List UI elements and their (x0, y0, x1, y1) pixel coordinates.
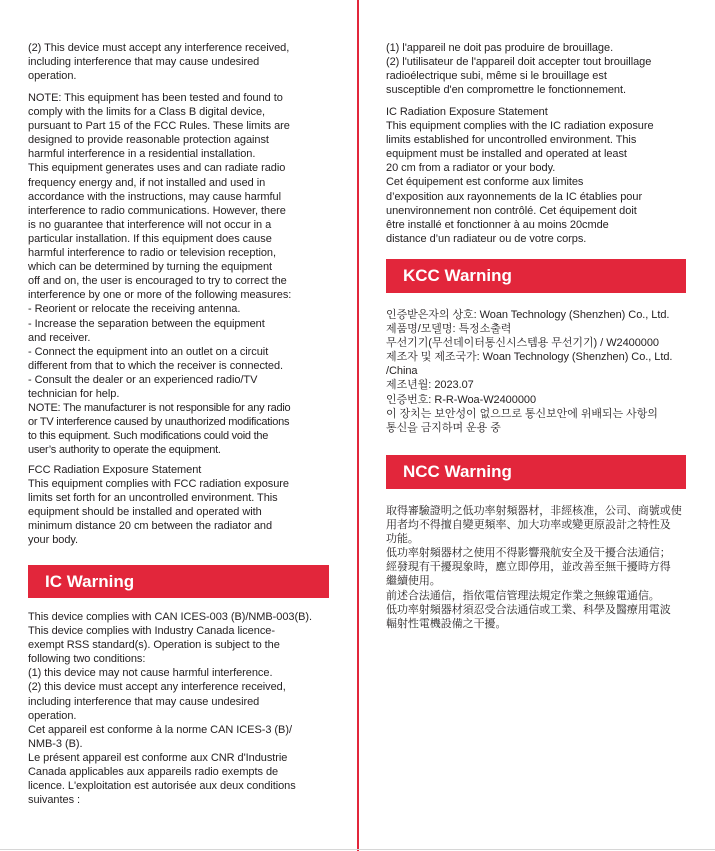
text-line: /China (386, 365, 418, 378)
text-line: following two conditions: (28, 653, 146, 666)
text-line: including interference that may cause undesired (28, 695, 260, 708)
text-line: including interference that may cause undesired (28, 56, 260, 69)
text-line: off and on, the user is encouraged to try to correct the (28, 275, 287, 288)
right-column (386, 0, 708, 851)
column-divider (357, 0, 359, 851)
text-line: designed to provide reasonable protection against (28, 134, 269, 147)
text-line: This device complies with CAN ICES-003 (B)/NMB-003(B). (28, 611, 312, 623)
text-line: être installé et fonctionner à au moins 20cmde (386, 218, 609, 231)
text-line: interference by one or more of the following measures: (28, 289, 292, 302)
text-line: (2) l'utilisateur de l'appareil doit accepter tout brouillage (386, 56, 652, 69)
fcc-radiation-statement (28, 463, 289, 548)
text-line: technician for help. (28, 387, 120, 400)
text-line: 低功率射頻器材須忍受合法通信或工業、科學及醫療用電波 (386, 603, 671, 616)
text-line: Canada applicables aux appareils radio exempts de (28, 766, 279, 779)
text-line: This equipment complies with the IC radiation exposure (386, 120, 654, 133)
text-line: 무선기기(무선데이터통신시스템용 무선기기) / W2400000 (386, 337, 659, 350)
text-line: 前述合法通信，指依電信管理法規定作業之無線電通信。 (386, 589, 660, 602)
left-column (28, 0, 354, 851)
text-line: operation. (28, 70, 77, 83)
text-line: equipment should be installed and operated with (28, 506, 262, 519)
text-line: (1) l'appareil ne doit pas produire de brouillage. (386, 42, 614, 54)
text-line: susceptible d'en compromettre le fonctionnement. (386, 84, 626, 97)
statement-title: FCC Radiation Exposure Statement (28, 464, 202, 476)
text-line: 통신을 금지하며 운용 중 (386, 421, 501, 434)
ncc-warning-banner (386, 455, 686, 489)
kcc-warning-heading: KCC Warning (403, 266, 512, 285)
text-line: 繼續使用。 (386, 575, 441, 588)
text-line: Le présent appareil est conforme aux CNR d'Industrie (28, 751, 288, 764)
text-line: NMB-3 (B). (28, 737, 83, 750)
text-line: operation. (28, 709, 77, 722)
text-line: 低功率射頻器材之使用不得影響飛航安全及干擾合法通信； (386, 547, 671, 560)
text-line: user’s authority to operate the equipment. (28, 444, 221, 457)
text-line: NOTE: This equipment has been tested and found to (28, 92, 283, 104)
text-line: This device complies with Industry Canada licence- (28, 625, 275, 638)
fcc-note-paragraph (28, 91, 291, 457)
text-line: your body. (28, 534, 79, 547)
text-line: (1) this device may not cause harmful interference. (28, 667, 273, 680)
text-line: This equipment generates uses and can radiate radio (28, 162, 286, 175)
kcc-warning-text (386, 308, 672, 435)
text-line: pursuant to Part 15 of the FCC Rules. These limits are (28, 120, 290, 133)
text-line: Cet appareil est conforme à la norme CAN ICES-3 (B)/ (28, 723, 292, 736)
ic-conditions-french (386, 41, 651, 97)
text-line: is no guarantee that interference will not occur in a (28, 218, 272, 231)
text-line: (2) this device must accept any interference received, (28, 681, 286, 694)
text-line: interference to radio communications. However, there (28, 204, 286, 217)
kcc-warning-banner (386, 259, 686, 293)
text-line: unenvironnement non contrôlé. Cet équipement doit (386, 204, 637, 217)
text-line: 輻射性電機設備之干擾。 (386, 617, 507, 630)
text-line: 제조년월: 2023.07 (386, 379, 474, 392)
text-line: 인증받은자의 상호: Woan Technology (Shenzhen) Co., Ltd. (386, 309, 670, 321)
text-line: or TV interference caused by unauthorized modifications (28, 416, 290, 429)
text-line: 20 cm from a radiator or your body. (386, 162, 556, 175)
text-line: 功能。 (386, 533, 419, 546)
text-line: 經發現有干擾現象時，應立即停用，並改善至無干擾時方得 (386, 561, 671, 574)
statement-title: IC Radiation Exposure Statement (386, 106, 548, 118)
text-line: minimum distance 20 cm between the radiator and (28, 520, 273, 533)
ncc-warning-heading: NCC Warning (403, 462, 512, 481)
text-line: - Consult the dealer or an experienced radio/TV (28, 373, 258, 386)
text-line: This equipment complies with FCC radiation exposure (28, 478, 289, 491)
text-line: (2) This device must accept any interference received, (28, 42, 290, 54)
text-line: 제조자 및 제조국가: Woan Technology (Shenzhen) Co., Ltd. (386, 351, 673, 364)
text-line: - Increase the separation between the equipment (28, 317, 265, 330)
text-line: accordance with the instructions, may cause harmful (28, 190, 282, 203)
ic-warning-banner (28, 565, 329, 598)
ic-warning-text (28, 610, 312, 807)
text-line: radioélectrique subi, même si le brouillage est (386, 70, 607, 83)
text-line: comply with the limits for a Class B digital device, (28, 106, 266, 119)
text-line: distance d’un radiateur ou de votre corps. (386, 232, 587, 245)
text-line: different from that to which the receiver is connected. (28, 359, 284, 372)
fcc-condition-2-paragraph (28, 41, 289, 83)
text-line: limits set forth for an uncontrolled environment. This (28, 492, 278, 505)
text-line: 取得審驗證明之低功率射頻器材，非經核准，公司、商號或使 (386, 505, 682, 517)
text-line: 用者均不得擅自變更頻率、加大功率或變更原設計之特性及 (386, 519, 671, 532)
text-line: 제품명/모델명: 특정소출력 (386, 323, 512, 336)
ic-radiation-statement (386, 105, 654, 246)
text-line: harmful interference to radio or television reception, (28, 247, 276, 260)
text-line: which can be determined by turning the equipment (28, 261, 273, 274)
text-line: d’exposition aux rayonnements de la IC établies pour (386, 190, 643, 203)
text-line: equipment must be installed and operated at least (386, 148, 627, 161)
ncc-warning-text (386, 504, 682, 631)
text-line: NOTE: The manufacturer is not responsible for any radio (28, 402, 291, 415)
text-line: licence. L'exploitation est autorisée aux deux conditions (28, 780, 296, 793)
text-line: limits established for uncontrolled environment. This (386, 134, 637, 147)
text-line: 이 장치는 보안성이 없으므로 통신보안에 위배되는 사항의 (386, 407, 658, 420)
text-line: Cet équipement est conforme aux limites (386, 176, 584, 189)
text-line: and receiver. (28, 331, 91, 344)
text-line: - Connect the equipment into an outlet on a circuit (28, 345, 269, 358)
ic-warning-heading: IC Warning (45, 572, 135, 591)
text-line: 인증번호: R-R-Woa-W2400000 (386, 393, 537, 406)
text-line: harmful interference in a residential installation. (28, 148, 256, 161)
text-line: to this equipment. Such modifications could void the (28, 430, 269, 443)
text-line: frequency energy and, if not installed and used in (28, 176, 266, 189)
text-line: - Reorient or relocate the receiving antenna. (28, 303, 241, 316)
text-line: particular installation. If this equipment does cause (28, 232, 272, 245)
text-line: suivantes : (28, 794, 81, 807)
text-line: exempt RSS standard(s). Operation is subject to the (28, 639, 280, 652)
